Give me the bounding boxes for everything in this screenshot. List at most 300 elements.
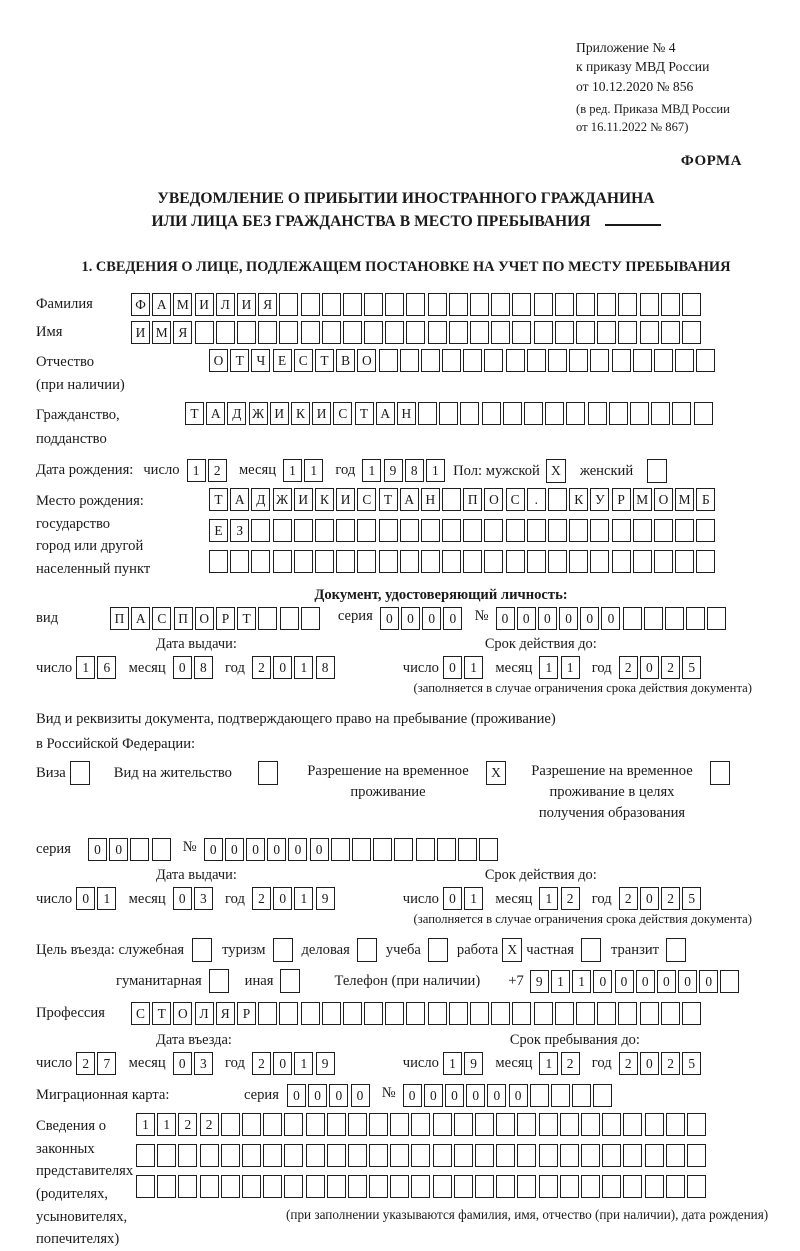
char-box[interactable]: 0: [496, 607, 515, 630]
char-box[interactable]: [475, 1113, 494, 1136]
char-box[interactable]: Е: [209, 519, 228, 542]
char-box[interactable]: 2: [200, 1113, 219, 1136]
char-box[interactable]: [406, 293, 425, 316]
char-box[interactable]: 0: [424, 1084, 443, 1107]
char-box[interactable]: [479, 838, 498, 861]
char-box[interactable]: [517, 1175, 536, 1198]
char-box[interactable]: Н: [421, 488, 440, 511]
char-box[interactable]: [379, 519, 398, 542]
purpose-other-checkbox[interactable]: [280, 969, 300, 993]
char-box[interactable]: А: [376, 402, 395, 425]
char-box[interactable]: [364, 293, 383, 316]
char-box[interactable]: 2: [178, 1113, 197, 1136]
char-box[interactable]: 0: [308, 1084, 327, 1107]
char-box[interactable]: Б: [696, 488, 715, 511]
char-box[interactable]: 8: [316, 656, 335, 679]
char-box[interactable]: [221, 1113, 240, 1136]
char-box[interactable]: [284, 1144, 303, 1167]
char-box[interactable]: 0: [580, 607, 599, 630]
char-box[interactable]: 0: [466, 1084, 485, 1107]
purpose-commercial-checkbox[interactable]: [357, 938, 377, 962]
char-box[interactable]: 0: [273, 887, 292, 910]
char-box[interactable]: [251, 550, 270, 573]
char-box[interactable]: [369, 1113, 388, 1136]
char-box[interactable]: 0: [273, 1052, 292, 1075]
char-box[interactable]: [411, 1113, 430, 1136]
char-box[interactable]: [612, 550, 631, 573]
char-box[interactable]: [418, 402, 437, 425]
char-box[interactable]: [379, 550, 398, 573]
char-box[interactable]: [284, 1175, 303, 1198]
char-box[interactable]: [539, 1113, 558, 1136]
char-box[interactable]: 1: [426, 459, 445, 482]
char-box[interactable]: 0: [517, 607, 536, 630]
char-box[interactable]: 0: [640, 1052, 659, 1075]
char-box[interactable]: [242, 1144, 261, 1167]
char-box[interactable]: 1: [539, 656, 558, 679]
char-box[interactable]: [720, 970, 739, 993]
char-box[interactable]: [530, 1084, 549, 1107]
char-box[interactable]: 0: [445, 1084, 464, 1107]
char-box[interactable]: [482, 402, 501, 425]
char-box[interactable]: Ф: [131, 293, 150, 316]
char-box[interactable]: О: [654, 488, 673, 511]
char-box[interactable]: [279, 321, 298, 344]
char-box[interactable]: [411, 1175, 430, 1198]
char-box[interactable]: [651, 402, 670, 425]
char-box[interactable]: [428, 321, 447, 344]
char-box[interactable]: [506, 550, 525, 573]
char-box[interactable]: 2: [252, 656, 271, 679]
char-box[interactable]: [645, 1175, 664, 1198]
char-box[interactable]: [449, 293, 468, 316]
char-box[interactable]: [343, 293, 362, 316]
char-box[interactable]: [230, 550, 249, 573]
char-box[interactable]: К: [291, 402, 310, 425]
char-box[interactable]: [666, 1175, 685, 1198]
char-box[interactable]: И: [195, 293, 214, 316]
char-box[interactable]: [157, 1175, 176, 1198]
char-box[interactable]: 0: [288, 838, 307, 861]
char-box[interactable]: [590, 550, 609, 573]
char-box[interactable]: 1: [187, 459, 206, 482]
char-box[interactable]: [654, 349, 673, 372]
char-box[interactable]: [348, 1113, 367, 1136]
char-box[interactable]: [306, 1113, 325, 1136]
char-box[interactable]: 1: [136, 1113, 155, 1136]
sex-male-checkbox[interactable]: X: [546, 459, 566, 483]
char-box[interactable]: [273, 550, 292, 573]
char-box[interactable]: [551, 1084, 570, 1107]
char-box[interactable]: [327, 1175, 346, 1198]
char-box[interactable]: [439, 402, 458, 425]
char-box[interactable]: Ж: [273, 488, 292, 511]
char-box[interactable]: 1: [443, 1052, 462, 1075]
char-box[interactable]: 0: [559, 607, 578, 630]
char-box[interactable]: [315, 550, 334, 573]
char-box[interactable]: [491, 321, 510, 344]
char-box[interactable]: [433, 1113, 452, 1136]
char-box[interactable]: 0: [487, 1084, 506, 1107]
char-box[interactable]: [696, 519, 715, 542]
char-box[interactable]: [484, 349, 503, 372]
char-box[interactable]: [411, 1144, 430, 1167]
char-box[interactable]: 1: [283, 459, 302, 482]
char-box[interactable]: [566, 402, 585, 425]
char-box[interactable]: [602, 1175, 621, 1198]
char-box[interactable]: [390, 1113, 409, 1136]
char-box[interactable]: [263, 1175, 282, 1198]
char-box[interactable]: 0: [310, 838, 329, 861]
char-box[interactable]: [534, 293, 553, 316]
char-box[interactable]: [463, 550, 482, 573]
char-box[interactable]: 0: [273, 656, 292, 679]
char-box[interactable]: [237, 321, 256, 344]
char-box[interactable]: 0: [225, 838, 244, 861]
char-box[interactable]: [263, 1144, 282, 1167]
char-box[interactable]: [707, 607, 726, 630]
temp-residence-edu-checkbox[interactable]: [710, 761, 730, 785]
char-box[interactable]: С: [152, 607, 171, 630]
char-box[interactable]: [675, 550, 694, 573]
char-box[interactable]: [428, 293, 447, 316]
char-box[interactable]: 1: [539, 1052, 558, 1075]
char-box[interactable]: [331, 838, 350, 861]
char-box[interactable]: 2: [661, 656, 680, 679]
char-box[interactable]: 1: [551, 970, 570, 993]
char-box[interactable]: [675, 519, 694, 542]
char-box[interactable]: [152, 838, 171, 861]
char-box[interactable]: [178, 1144, 197, 1167]
char-box[interactable]: [576, 293, 595, 316]
char-box[interactable]: [686, 607, 705, 630]
char-box[interactable]: П: [110, 607, 129, 630]
char-box[interactable]: С: [294, 349, 313, 372]
char-box[interactable]: 8: [405, 459, 424, 482]
char-box[interactable]: Я: [173, 321, 192, 344]
char-box[interactable]: [385, 1002, 404, 1025]
char-box[interactable]: [527, 519, 546, 542]
purpose-business-checkbox[interactable]: [192, 938, 212, 962]
char-box[interactable]: [352, 838, 371, 861]
char-box[interactable]: [458, 838, 477, 861]
char-box[interactable]: [357, 550, 376, 573]
char-box[interactable]: С: [357, 488, 376, 511]
char-box[interactable]: Т: [152, 1002, 171, 1025]
char-box[interactable]: 2: [252, 1052, 271, 1075]
char-box[interactable]: 2: [661, 1052, 680, 1075]
char-box[interactable]: [209, 550, 228, 573]
char-box[interactable]: [336, 519, 355, 542]
char-box[interactable]: 1: [294, 1052, 313, 1075]
char-box[interactable]: [682, 321, 701, 344]
char-box[interactable]: [301, 1002, 320, 1025]
char-box[interactable]: [475, 1175, 494, 1198]
purpose-private-checkbox[interactable]: [581, 938, 601, 962]
char-box[interactable]: [687, 1144, 706, 1167]
char-box[interactable]: 1: [97, 887, 116, 910]
char-box[interactable]: [597, 1002, 616, 1025]
char-box[interactable]: [590, 519, 609, 542]
char-box[interactable]: [623, 1175, 642, 1198]
char-box[interactable]: [280, 607, 299, 630]
char-box[interactable]: 0: [88, 838, 107, 861]
char-box[interactable]: 0: [109, 838, 128, 861]
char-box[interactable]: [390, 1144, 409, 1167]
char-box[interactable]: [484, 519, 503, 542]
char-box[interactable]: [645, 1144, 664, 1167]
char-box[interactable]: Т: [237, 607, 256, 630]
char-box[interactable]: [301, 607, 320, 630]
purpose-tourism-checkbox[interactable]: [273, 938, 293, 962]
char-box[interactable]: К: [315, 488, 334, 511]
char-box[interactable]: 1: [294, 656, 313, 679]
char-box[interactable]: Я: [258, 293, 277, 316]
char-box[interactable]: [369, 1175, 388, 1198]
char-box[interactable]: И: [237, 293, 256, 316]
char-box[interactable]: [496, 1144, 515, 1167]
char-box[interactable]: [581, 1175, 600, 1198]
char-box[interactable]: [433, 1175, 452, 1198]
char-box[interactable]: [263, 1113, 282, 1136]
char-box[interactable]: [221, 1144, 240, 1167]
char-box[interactable]: 0: [640, 656, 659, 679]
char-box[interactable]: [242, 1113, 261, 1136]
char-box[interactable]: 3: [194, 887, 213, 910]
char-box[interactable]: [661, 1002, 680, 1025]
char-box[interactable]: Т: [230, 349, 249, 372]
char-box[interactable]: [609, 402, 628, 425]
char-box[interactable]: [463, 519, 482, 542]
char-box[interactable]: 0: [173, 1052, 192, 1075]
char-box[interactable]: Р: [237, 1002, 256, 1025]
char-box[interactable]: [442, 488, 461, 511]
char-box[interactable]: Д: [251, 488, 270, 511]
char-box[interactable]: 7: [97, 1052, 116, 1075]
char-box[interactable]: А: [230, 488, 249, 511]
char-box[interactable]: 0: [246, 838, 265, 861]
char-box[interactable]: [221, 1175, 240, 1198]
char-box[interactable]: [496, 1113, 515, 1136]
char-box[interactable]: [682, 293, 701, 316]
char-box[interactable]: 8: [194, 656, 213, 679]
char-box[interactable]: 1: [464, 656, 483, 679]
char-box[interactable]: [463, 349, 482, 372]
char-box[interactable]: [357, 519, 376, 542]
char-box[interactable]: Т: [185, 402, 204, 425]
char-box[interactable]: [569, 519, 588, 542]
char-box[interactable]: 0: [699, 970, 718, 993]
char-box[interactable]: [618, 321, 637, 344]
char-box[interactable]: [433, 1144, 452, 1167]
char-box[interactable]: [327, 1144, 346, 1167]
char-box[interactable]: [527, 550, 546, 573]
char-box[interactable]: [512, 321, 531, 344]
char-box[interactable]: 0: [173, 887, 192, 910]
char-box[interactable]: У: [590, 488, 609, 511]
char-box[interactable]: [675, 349, 694, 372]
char-box[interactable]: О: [173, 1002, 192, 1025]
char-box[interactable]: [400, 550, 419, 573]
char-box[interactable]: [539, 1175, 558, 1198]
char-box[interactable]: Т: [209, 488, 228, 511]
char-box[interactable]: [442, 519, 461, 542]
char-box[interactable]: 0: [636, 970, 655, 993]
char-box[interactable]: [400, 349, 419, 372]
char-box[interactable]: И: [131, 321, 150, 344]
char-box[interactable]: [597, 293, 616, 316]
char-box[interactable]: [640, 321, 659, 344]
purpose-transit-checkbox[interactable]: [666, 938, 686, 962]
char-box[interactable]: [694, 402, 713, 425]
char-box[interactable]: [555, 321, 574, 344]
char-box[interactable]: 1: [572, 970, 591, 993]
char-box[interactable]: 5: [682, 887, 701, 910]
char-box[interactable]: М: [173, 293, 192, 316]
char-box[interactable]: А: [400, 488, 419, 511]
char-box[interactable]: [442, 349, 461, 372]
char-box[interactable]: [661, 293, 680, 316]
char-box[interactable]: [301, 293, 320, 316]
char-box[interactable]: 1: [76, 656, 95, 679]
char-box[interactable]: [560, 1113, 579, 1136]
char-box[interactable]: 1: [362, 459, 381, 482]
char-box[interactable]: Д: [227, 402, 246, 425]
residence-permit-checkbox[interactable]: [258, 761, 278, 785]
purpose-humanitarian-checkbox[interactable]: [209, 969, 229, 993]
char-box[interactable]: О: [209, 349, 228, 372]
char-box[interactable]: [200, 1175, 219, 1198]
char-box[interactable]: [437, 838, 456, 861]
char-box[interactable]: [612, 349, 631, 372]
char-box[interactable]: [654, 550, 673, 573]
char-box[interactable]: [569, 550, 588, 573]
char-box[interactable]: 2: [252, 887, 271, 910]
char-box[interactable]: Ж: [249, 402, 268, 425]
char-box[interactable]: 3: [194, 1052, 213, 1075]
char-box[interactable]: [687, 1113, 706, 1136]
char-box[interactable]: [200, 1144, 219, 1167]
char-box[interactable]: [315, 519, 334, 542]
char-box[interactable]: [517, 1113, 536, 1136]
char-box[interactable]: 1: [157, 1113, 176, 1136]
char-box[interactable]: [470, 321, 489, 344]
char-box[interactable]: [548, 519, 567, 542]
char-box[interactable]: [665, 607, 684, 630]
char-box[interactable]: О: [195, 607, 214, 630]
char-box[interactable]: 1: [464, 887, 483, 910]
char-box[interactable]: [623, 607, 642, 630]
char-box[interactable]: 0: [615, 970, 634, 993]
char-box[interactable]: 0: [287, 1084, 306, 1107]
char-box[interactable]: [406, 321, 425, 344]
char-box[interactable]: 2: [561, 887, 580, 910]
purpose-study-checkbox[interactable]: [428, 938, 448, 962]
char-box[interactable]: 2: [619, 656, 638, 679]
char-box[interactable]: 0: [538, 607, 557, 630]
char-box[interactable]: [279, 1002, 298, 1025]
char-box[interactable]: [279, 293, 298, 316]
char-box[interactable]: [322, 321, 341, 344]
char-box[interactable]: З: [230, 519, 249, 542]
char-box[interactable]: [449, 321, 468, 344]
char-box[interactable]: 2: [619, 887, 638, 910]
char-box[interactable]: [644, 607, 663, 630]
char-box[interactable]: [364, 321, 383, 344]
char-box[interactable]: И: [336, 488, 355, 511]
char-box[interactable]: [470, 293, 489, 316]
char-box[interactable]: 5: [682, 1052, 701, 1075]
char-box[interactable]: [195, 321, 214, 344]
char-box[interactable]: Л: [216, 293, 235, 316]
char-box[interactable]: [506, 519, 525, 542]
char-box[interactable]: 0: [351, 1084, 370, 1107]
char-box[interactable]: П: [174, 607, 193, 630]
char-box[interactable]: 2: [619, 1052, 638, 1075]
char-box[interactable]: Ч: [251, 349, 270, 372]
char-box[interactable]: П: [463, 488, 482, 511]
char-box[interactable]: 0: [173, 656, 192, 679]
char-box[interactable]: 0: [267, 838, 286, 861]
char-box[interactable]: 1: [561, 656, 580, 679]
char-box[interactable]: [475, 1144, 494, 1167]
char-box[interactable]: 9: [530, 970, 549, 993]
char-box[interactable]: [178, 1175, 197, 1198]
char-box[interactable]: [545, 402, 564, 425]
char-box[interactable]: [369, 1144, 388, 1167]
char-box[interactable]: [421, 519, 440, 542]
char-box[interactable]: [517, 1144, 536, 1167]
char-box[interactable]: [666, 1144, 685, 1167]
char-box[interactable]: [491, 293, 510, 316]
char-box[interactable]: 9: [384, 459, 403, 482]
char-box[interactable]: 0: [401, 607, 420, 630]
char-box[interactable]: 1: [539, 887, 558, 910]
char-box[interactable]: [618, 1002, 637, 1025]
char-box[interactable]: [343, 321, 362, 344]
char-box[interactable]: [581, 1144, 600, 1167]
char-box[interactable]: [687, 1175, 706, 1198]
char-box[interactable]: О: [484, 488, 503, 511]
char-box[interactable]: [258, 607, 277, 630]
char-box[interactable]: [406, 1002, 425, 1025]
char-box[interactable]: [394, 838, 413, 861]
char-box[interactable]: Р: [612, 488, 631, 511]
char-box[interactable]: [593, 1084, 612, 1107]
temp-residence-checkbox[interactable]: X: [486, 761, 506, 785]
char-box[interactable]: [539, 1144, 558, 1167]
char-box[interactable]: [216, 321, 235, 344]
char-box[interactable]: [470, 1002, 489, 1025]
char-box[interactable]: [682, 1002, 701, 1025]
char-box[interactable]: Т: [315, 349, 334, 372]
char-box[interactable]: [428, 1002, 447, 1025]
char-box[interactable]: [442, 550, 461, 573]
char-box[interactable]: С: [506, 488, 525, 511]
char-box[interactable]: [602, 1113, 621, 1136]
char-box[interactable]: 0: [601, 607, 620, 630]
char-box[interactable]: И: [294, 488, 313, 511]
char-box[interactable]: [336, 550, 355, 573]
char-box[interactable]: 9: [464, 1052, 483, 1075]
char-box[interactable]: 0: [403, 1084, 422, 1107]
char-box[interactable]: [454, 1144, 473, 1167]
char-box[interactable]: [343, 1002, 362, 1025]
char-box[interactable]: [640, 293, 659, 316]
char-box[interactable]: [460, 402, 479, 425]
char-box[interactable]: [661, 321, 680, 344]
char-box[interactable]: [560, 1144, 579, 1167]
